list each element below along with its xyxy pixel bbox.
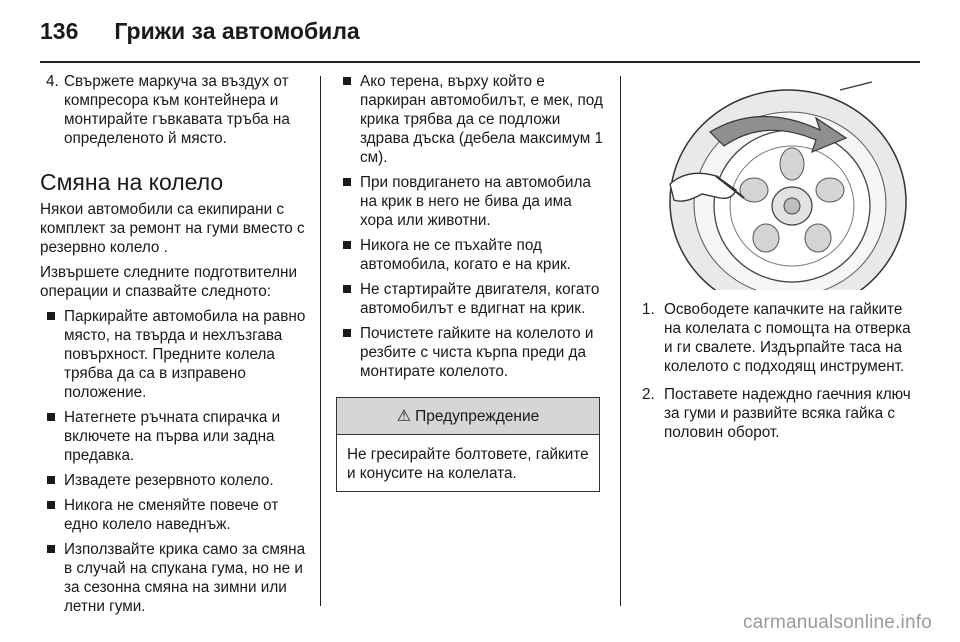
step-number: 4.: [46, 73, 59, 90]
list-item: Паркирайте автомобила на равно място, на твърда и нехлъзгава повърхност. Предните колела трябва да са в изправено положение.: [40, 307, 308, 402]
watermark: carmanualsonline.info: [742, 612, 932, 633]
warning-text: Не гресирайте болтовете, гайките и конусите на колелата.: [347, 446, 589, 482]
warning-title: Предупреждение: [415, 407, 540, 425]
step-4: [40, 72, 308, 148]
list-item: Използвайте крика само за смяна в случай на спукана гума, но не и за сезонна смяна на зимни или летни гуми.: [40, 540, 308, 616]
step-1: [640, 300, 920, 376]
warning-triangle-icon: ⚠: [396, 407, 412, 425]
bullet-list-1: [40, 307, 308, 616]
step-number: 2.: [642, 386, 655, 403]
prep-paragraph: Извършете следните подготвителни операции и спазвайте следното:: [40, 264, 298, 300]
warning-header: [337, 398, 599, 435]
list-item: При повдигането на автомобила на крик в него не бива да има хора или животни.: [336, 173, 608, 230]
step-2: [640, 385, 920, 442]
column-3: [640, 72, 920, 451]
column-divider-1: [320, 76, 321, 606]
column-2: [336, 72, 608, 492]
page-number: 136: [40, 18, 79, 44]
step-number: 1.: [642, 301, 655, 318]
step-text: Освободете капачките на гайките на колелата с помощта на отверка и ги свалете. Издърпайте таса на колелото с подходящ инструмент.: [664, 301, 911, 375]
step-text: Поставете надеждно гаечния ключ за гуми и развийте всяка гайка с половин оборот.: [664, 386, 911, 441]
section-title: Смяна на колело: [40, 169, 224, 195]
page-title: Грижи за автомобила: [114, 18, 360, 44]
list-item: Ако терена, върху който е паркиран автомобилът, е мек, под крика трябва да се подложи здрава дъска (дебела максимум 1 см).: [336, 72, 608, 167]
list-item: Извадете резервното колело.: [40, 471, 308, 490]
intro-paragraph: Някои автомобили са екипирани с комплект за ремонт на гуми вместо с резервно колело .: [40, 201, 305, 256]
step-text: Свържете маркуча за въздух от компресора към контейнера и монтирайте гъвкавата тръба на определеното й място.: [64, 73, 290, 147]
column-1: [40, 72, 308, 622]
list-item: Никога не сменяйте повече от едно колело наведнъж.: [40, 496, 308, 534]
header-rule: [40, 61, 920, 63]
list-item: Не стартирайте двигателя, когато автомобилът е вдигнат на крик.: [336, 280, 608, 318]
warning-box: [336, 397, 600, 492]
bullet-list-2: [336, 72, 608, 381]
list-item: Нaтегнете ръчната спирачка и включете на първа или задна предавка.: [40, 408, 308, 465]
list-item: Почистете гайките на колелото и резбите с чиста кърпа преди да монтирате колелото.: [336, 324, 608, 381]
list-item: Никога не се пъхайте под автомобила, когато е на крик.: [336, 236, 608, 274]
column-divider-2: [620, 76, 621, 606]
page-header: [40, 18, 360, 50]
wheel-cover-removal-illustration: [640, 72, 916, 290]
